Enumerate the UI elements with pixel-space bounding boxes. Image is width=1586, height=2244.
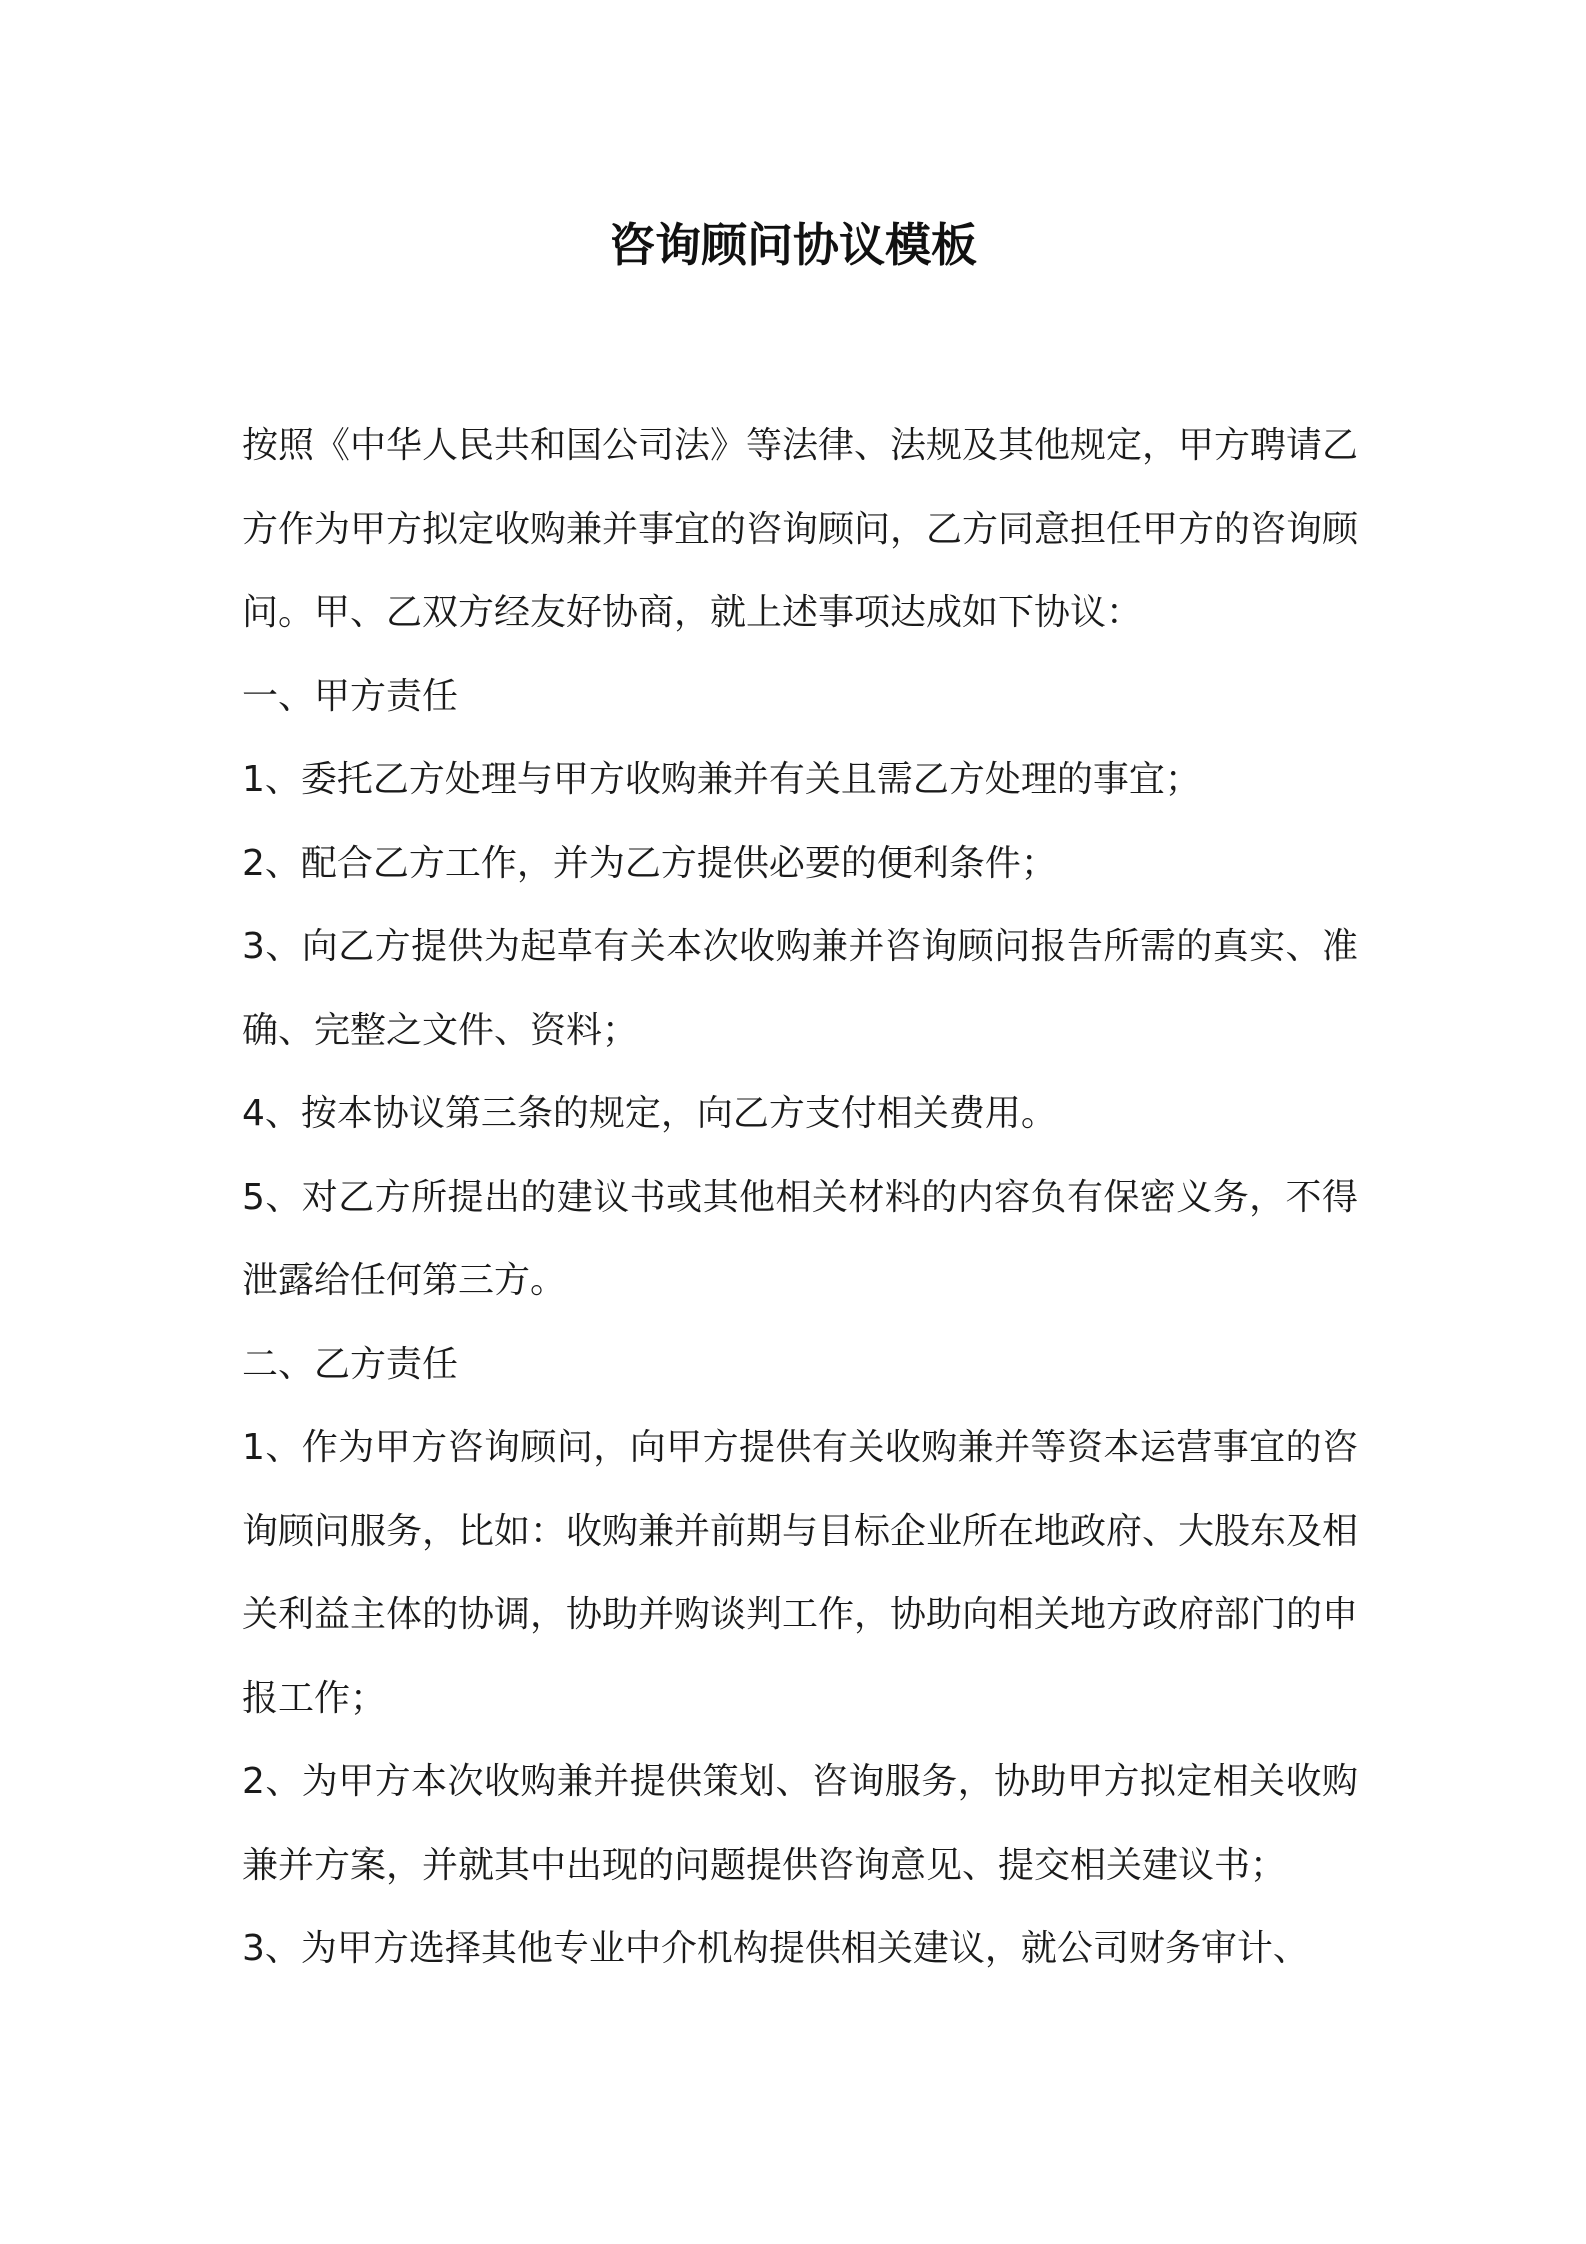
document-title: 咨询顾问协议模板 xyxy=(609,218,977,272)
document-body xyxy=(242,404,1358,1991)
party-b-item-1: 1、作为甲方咨询顾问，向甲方提供有关收购兼并等资本运营事宜的咨询顾问服务，比如：收购兼并前期与目标企业所在地政府、大股东及相关利益主体的协调，协助并购谈判工作，协助向相关地方政府部门的申报工作； xyxy=(242,1427,1359,1719)
section-heading-party-a: 一、甲方责任 xyxy=(242,675,459,717)
party-b-item-2: 2、为甲方本次收购兼并提供策划、咨询服务，协助甲方拟定相关收购兼并方案，并就其中出现的问题提供咨询意见、提交相关建议书； xyxy=(242,1761,1358,1886)
party-b-item-3: 3、为甲方选择其他专业中介机构提供相关建议，就公司财务审计、 xyxy=(242,1928,1309,1969)
party-a-item-5: 5、对乙方所提出的建议书或其他相关材料的内容负有保密义务，不得泄露给任何第三方。 xyxy=(242,1176,1358,1301)
party-a-item-2: 2、配合乙方工作，并为乙方提供必要的便利条件； xyxy=(242,842,1057,884)
section-heading-party-b: 二、乙方责任 xyxy=(242,1343,459,1385)
party-a-item-4: 4、按本协议第三条的规定，向乙方支付相关费用。 xyxy=(242,1093,1057,1134)
intro-paragraph: 按照《中华人民共和国公司法》等法律、法规及其他规定，甲方聘请乙方作为甲方拟定收购兼并事宜的咨询顾问，乙方同意担任甲方的咨询顾问。甲、乙双方经友好协商，就上述事项达成如下协议： xyxy=(242,425,1359,633)
party-a-item-1: 1、委托乙方处理与甲方收购兼并有关且需乙方处理的事宜； xyxy=(242,759,1201,800)
party-a-item-3: 3、向乙方提供为起草有关本次收购兼并咨询顾问报告所需的真实、准确、完整之文件、资料； xyxy=(242,926,1358,1051)
